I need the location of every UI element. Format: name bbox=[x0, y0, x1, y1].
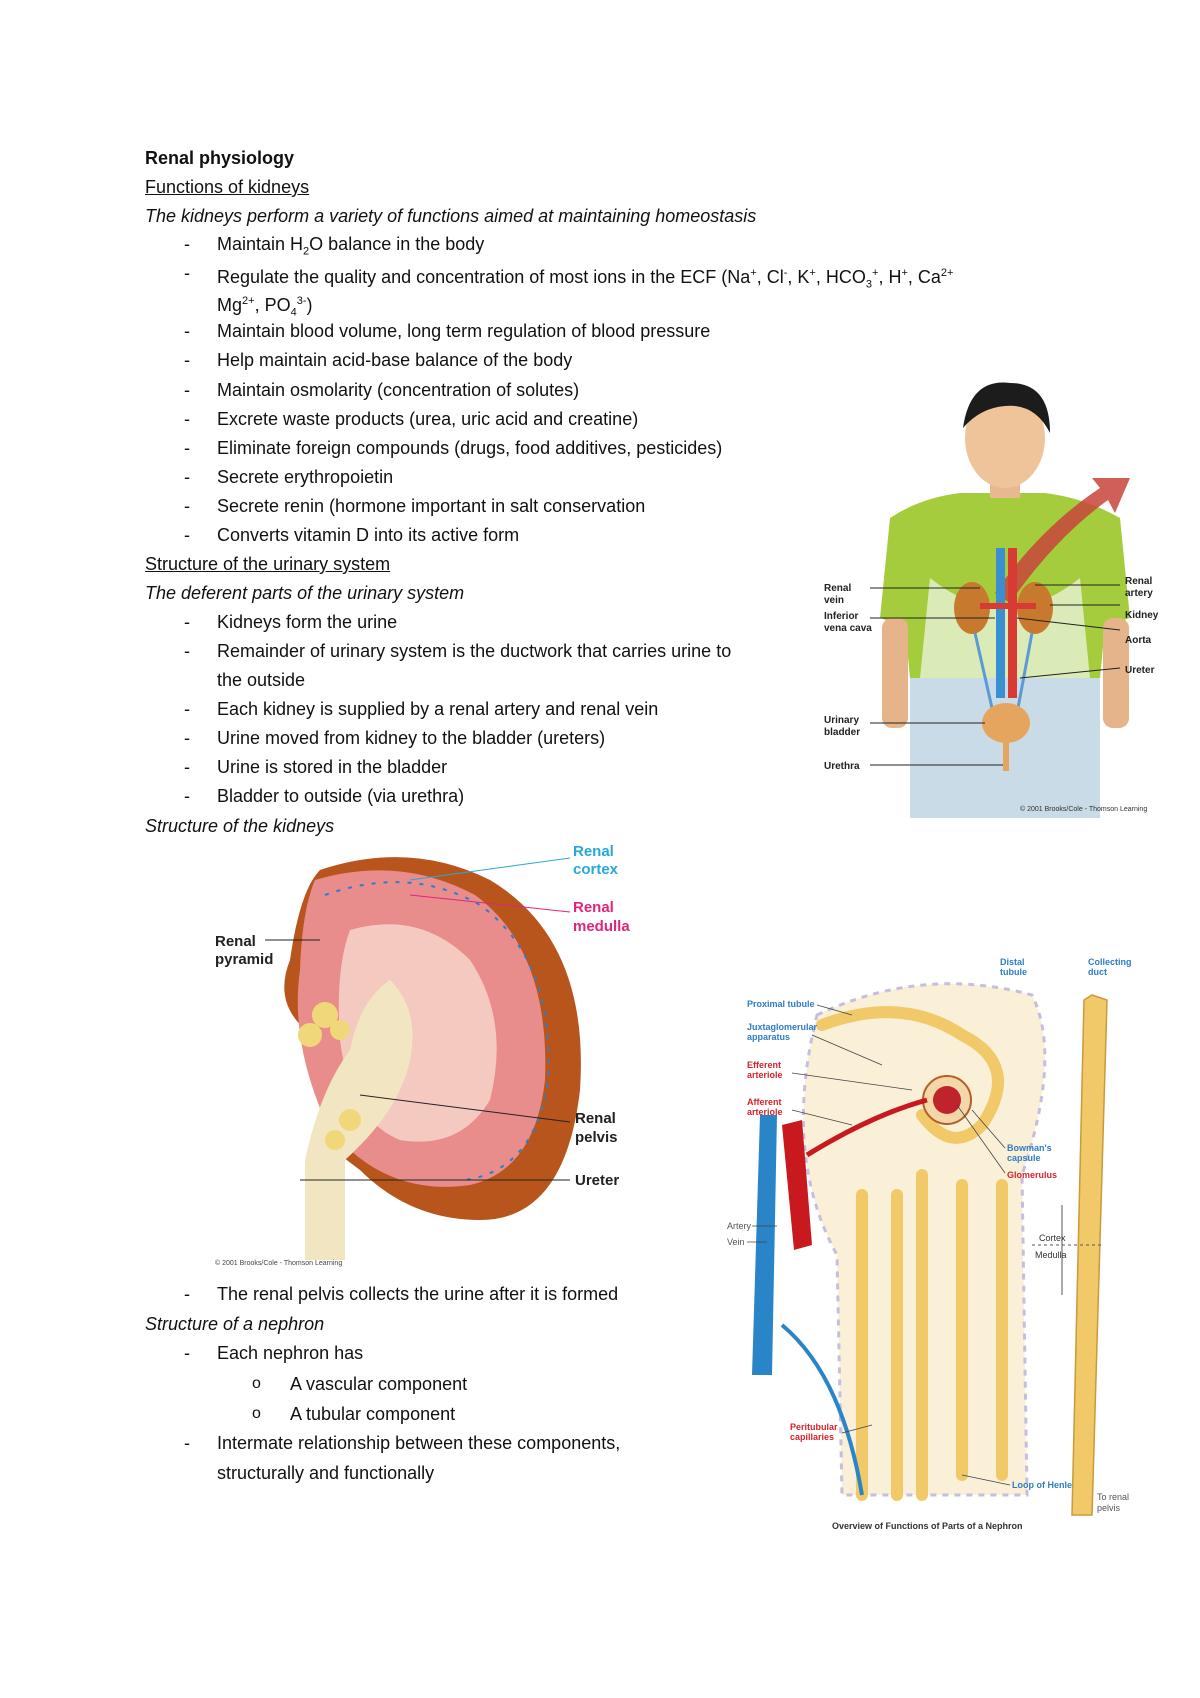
label-arteriole: arteriole bbox=[747, 1070, 783, 1080]
list-item-continuation: the outside bbox=[217, 670, 306, 690]
label-pyramid: pyramid bbox=[215, 951, 274, 968]
label-apparatus: apparatus bbox=[747, 1032, 791, 1042]
bullet-dash: - bbox=[184, 409, 190, 429]
bullet-dash: - bbox=[184, 438, 190, 458]
label-artery: Artery bbox=[727, 1221, 752, 1231]
label-renal: Renal bbox=[1125, 576, 1153, 587]
nephron-figure bbox=[722, 955, 1200, 1545]
label-inferior: Inferior bbox=[824, 611, 859, 622]
list-item: Eliminate foreign compounds (drugs, food additives, pesticides) bbox=[217, 438, 723, 458]
label-vein: vein bbox=[824, 595, 845, 606]
label-renal: Renal bbox=[215, 933, 256, 950]
list-item: Secrete renin (hormone important in salt conservation bbox=[217, 496, 646, 516]
list-item: Converts vitamin D into its active form bbox=[217, 525, 520, 545]
label-renal: Renal bbox=[573, 899, 614, 916]
section-intro-urinary: The deferent parts of the urinary system bbox=[145, 583, 465, 603]
bullet-dash: - bbox=[184, 728, 190, 748]
list-item: Intermate relationship between these components, bbox=[217, 1433, 621, 1453]
list-item: Regulate the quality and concentration of most ions in the ECF (Na+, Cl-, K+, $HCO_3^+$, H+, $Ca^{2+}$ bbox=[217, 267, 954, 291]
list-item: Excrete waste products (urea, uric acid and creatine) bbox=[217, 409, 639, 429]
label-to-renal: To renal bbox=[1097, 1492, 1130, 1502]
label-duct: duct bbox=[1088, 967, 1107, 977]
list-item: Each nephron has bbox=[217, 1343, 364, 1363]
glomerulus-shape bbox=[933, 1086, 961, 1114]
list-item: The renal pelvis collects the urine after it is formed bbox=[217, 1284, 619, 1304]
list-item: Secrete erythropoietin bbox=[217, 467, 394, 487]
section-heading-urinary: Structure of the urinary system bbox=[145, 554, 391, 574]
sub-list-item: A vascular component bbox=[290, 1374, 468, 1394]
figure-caption: Overview of Functions of Parts of a Nephron bbox=[832, 1521, 1023, 1531]
bullet-dash: - bbox=[184, 496, 190, 516]
label-capillaries: capillaries bbox=[790, 1432, 835, 1442]
bullet-dash: - bbox=[184, 380, 190, 400]
list-item: Help maintain acid-base balance of the body bbox=[217, 350, 573, 370]
section-heading-functions: Functions of kidneys bbox=[145, 177, 310, 197]
credit-text: © 2001 Brooks/Cole - Thomson Learning bbox=[215, 1260, 343, 1267]
page-title: Renal physiology bbox=[145, 148, 295, 168]
label-vein: Vein bbox=[727, 1237, 745, 1247]
label-urethra: Urethra bbox=[824, 761, 860, 772]
credit-text: © 2001 Brooks/Cole - Thomson Learning bbox=[1020, 806, 1148, 813]
label-arteriole: arteriole bbox=[747, 1107, 783, 1117]
urinary-system-figure bbox=[820, 378, 1200, 823]
bullet-dash: - bbox=[184, 467, 190, 487]
label-cortex: Cortex bbox=[1039, 1233, 1066, 1243]
bullet-dash: - bbox=[184, 612, 190, 632]
bullet-dash: - bbox=[184, 1284, 190, 1304]
bullet-dash: - bbox=[184, 786, 190, 806]
label-peritubular: Peritubular bbox=[790, 1422, 838, 1432]
label-medulla: medulla bbox=[573, 918, 630, 935]
label-pelvis: pelvis bbox=[575, 1129, 618, 1146]
label-capsule: capsule bbox=[1007, 1153, 1041, 1163]
list-item: Bladder to outside (via urethra) bbox=[217, 786, 465, 806]
label-kidney: Kidney bbox=[1125, 610, 1159, 621]
bullet-dash: - bbox=[184, 641, 190, 661]
label-bladder: bladder bbox=[824, 727, 861, 738]
label-proximal-tubule: Proximal tubule bbox=[747, 999, 815, 1009]
list-item: Remainder of urinary system is the ductwork that carries urine to bbox=[217, 641, 732, 661]
list-item: Maintain osmolarity (concentration of solutes) bbox=[217, 380, 580, 400]
section-heading-kidneys: Structure of the kidneys bbox=[145, 816, 335, 836]
bullet-dash: - bbox=[184, 1343, 190, 1363]
label-collecting: Collecting bbox=[1088, 957, 1132, 967]
kidney-cross-section-figure bbox=[210, 840, 690, 1270]
sub-bullet-circle: o bbox=[252, 1405, 261, 1422]
bullet-dash: - bbox=[184, 525, 190, 545]
label-tubule: tubule bbox=[1000, 967, 1027, 977]
label-vena-cava: vena cava bbox=[824, 623, 872, 634]
label-afferent: Afferent bbox=[747, 1097, 782, 1107]
list-item: Maintain blood volume, long term regulation of blood pressure bbox=[217, 321, 711, 341]
bullet-dash: - bbox=[184, 757, 190, 777]
bullet-dash: - bbox=[184, 699, 190, 719]
label-bowmans: Bowman's bbox=[1007, 1143, 1052, 1153]
label-ureter: Ureter bbox=[1125, 665, 1155, 676]
list-item: Kidneys form the urine bbox=[217, 612, 398, 632]
label-medulla: Medulla bbox=[1035, 1250, 1067, 1260]
list-item: Each kidney is supplied by a renal artery and renal vein bbox=[217, 699, 659, 719]
label-distal: Distal bbox=[1000, 957, 1025, 967]
label-pelvis: pelvis bbox=[1097, 1503, 1121, 1513]
label-cortex: cortex bbox=[573, 861, 619, 878]
bullet-dash: - bbox=[184, 1433, 190, 1453]
label-renal: Renal bbox=[575, 1110, 616, 1127]
section-intro-functions: The kidneys perform a variety of functions aimed at maintaining homeostasis bbox=[145, 206, 757, 226]
label-loop-of-henle: Loop of Henle bbox=[1012, 1480, 1072, 1490]
list-item: Urine is stored in the bladder bbox=[217, 757, 448, 777]
sub-list-item: A tubular component bbox=[290, 1404, 456, 1424]
bullet-dash: - bbox=[184, 321, 190, 341]
list-item-continuation: structurally and functionally bbox=[217, 1463, 435, 1483]
label-renal: Renal bbox=[824, 583, 852, 594]
label-juxtaglomerular: Juxtaglomerular bbox=[747, 1022, 818, 1032]
bullet-dash: - bbox=[184, 234, 190, 254]
list-item: Maintain $H_2O$ balance in the body bbox=[217, 234, 485, 258]
label-aorta: Aorta bbox=[1125, 635, 1152, 646]
bladder-shape bbox=[982, 703, 1030, 743]
label-urinary: Urinary bbox=[824, 715, 860, 726]
vein-shape bbox=[752, 1115, 777, 1375]
collecting-duct-shape bbox=[1072, 995, 1107, 1515]
label-renal: Renal bbox=[573, 843, 614, 860]
bullet-dash: - bbox=[184, 350, 190, 370]
sub-bullet-circle: o bbox=[252, 1375, 261, 1392]
bullet-dash: - bbox=[184, 263, 190, 283]
label-efferent: Efferent bbox=[747, 1060, 782, 1070]
label-ureter: Ureter bbox=[575, 1172, 620, 1189]
label-glomerulus: Glomerulus bbox=[1007, 1170, 1058, 1180]
list-item: Urine moved from kidney to the bladder (ureters) bbox=[217, 728, 606, 748]
section-heading-nephron: Structure of a nephron bbox=[145, 1314, 325, 1334]
label-artery: artery bbox=[1125, 588, 1153, 599]
list-item-continuation: $Mg^{2+}$, $PO_4^{3-}$) bbox=[217, 295, 313, 319]
